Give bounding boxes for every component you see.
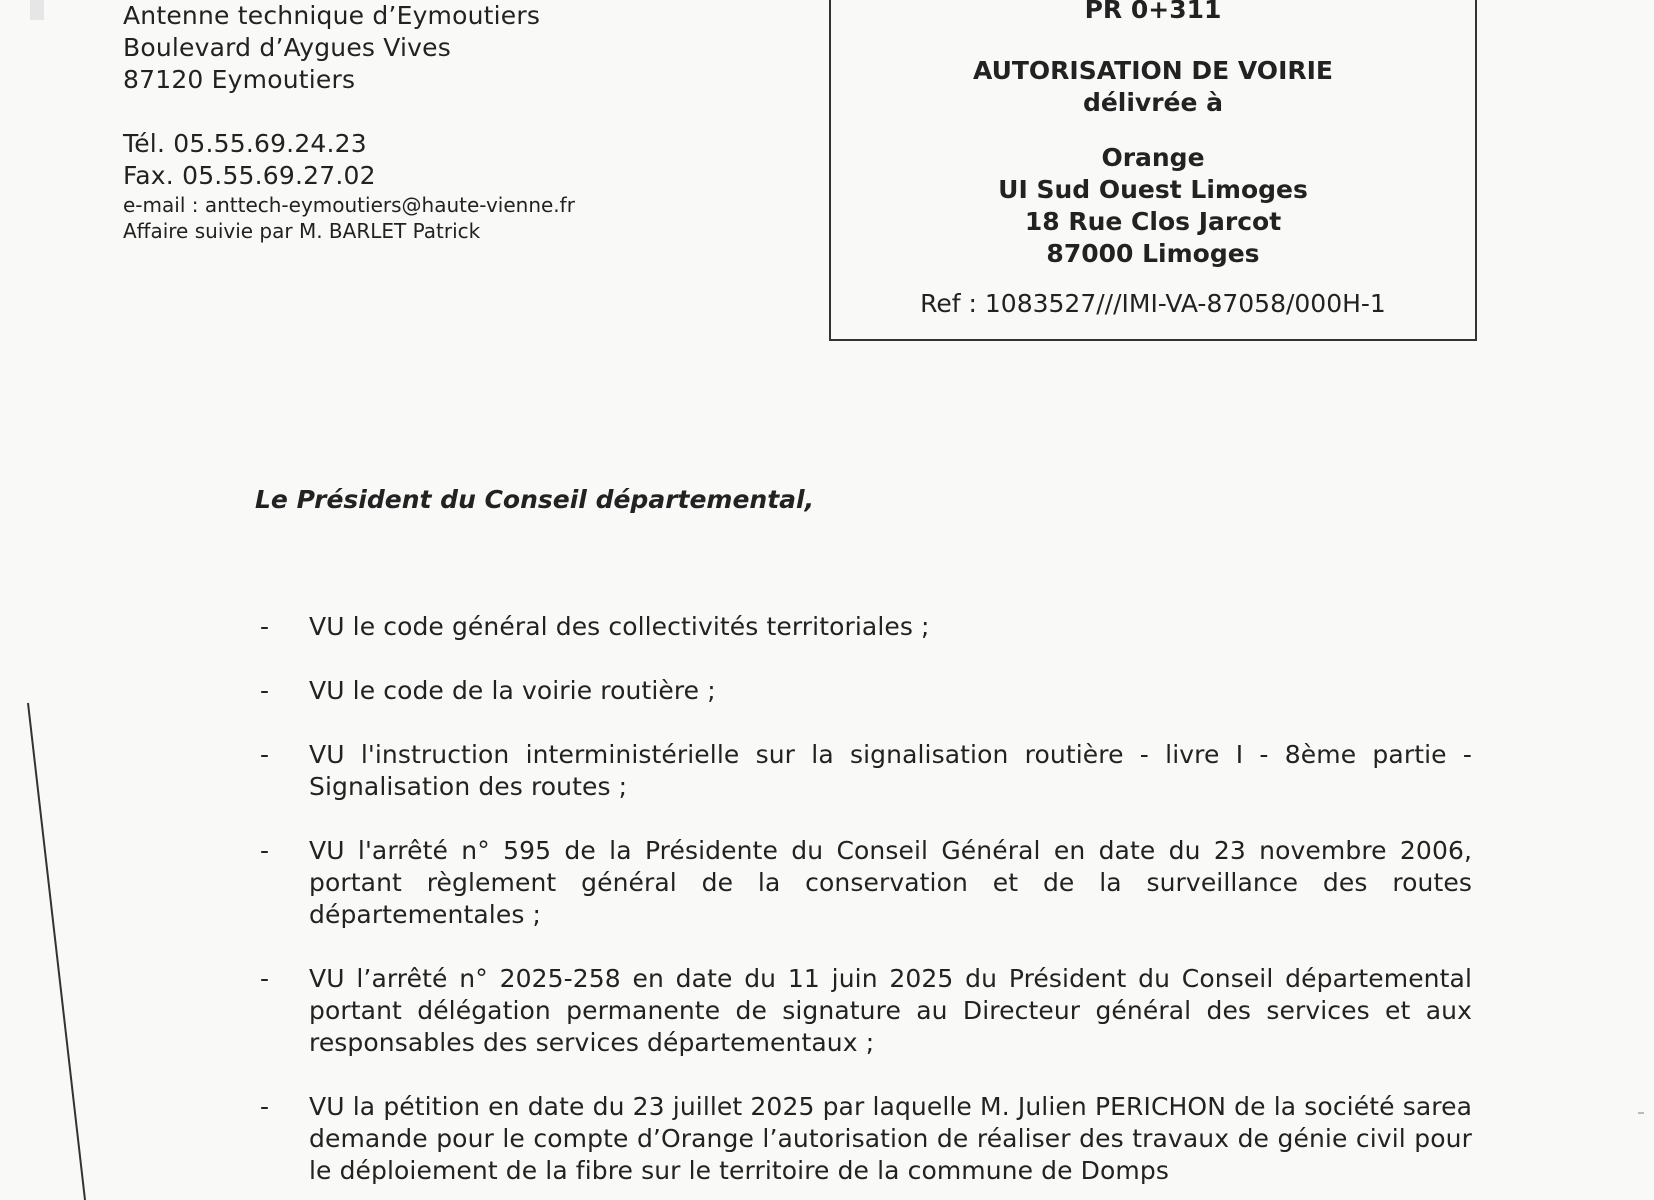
considerations-list <box>260 611 1472 1200</box>
consideration-text: VU le code de la voirie routière ; <box>309 676 716 705</box>
sender-block <box>123 0 575 244</box>
authorization-title: AUTORISATION DE VOIRIE <box>972 56 1333 85</box>
consideration-text: VU le code général des collectivités territoriales ; <box>309 612 930 641</box>
sender-follow-up: Affaire suivie par M. BARLET Patrick <box>123 219 481 243</box>
recipient-city: 87000 Limoges <box>1046 239 1260 268</box>
scan-artifact-line <box>0 0 120 1200</box>
recipient-name: Orange <box>1101 143 1205 172</box>
consideration-item <box>260 611 1472 643</box>
recipient-street: 18 Rue Clos Jarcot <box>1024 207 1282 236</box>
sender-city: 87120 Eymoutiers <box>123 65 356 94</box>
consideration-item <box>260 835 1472 931</box>
sender-phone: Tél. 05.55.69.24.23 <box>123 129 367 158</box>
list-dash: - <box>260 676 270 705</box>
list-dash: - <box>260 612 270 641</box>
consideration-text: VU l'instruction interministérielle sur la signalisation routière - livre I - 8ème partie - Signalisation des routes ; <box>309 740 1472 801</box>
president-heading: Le Président du Conseil départemental, <box>255 485 815 514</box>
recipient-box <box>829 0 1477 341</box>
list-dash: - <box>260 964 270 993</box>
sender-fax: Fax. 05.55.69.27.02 <box>123 161 376 190</box>
consideration-item <box>260 1091 1472 1187</box>
consideration-item <box>260 675 1472 707</box>
recipient-unit: UI Sud Ouest Limoges <box>998 175 1308 204</box>
sender-street: Boulevard d’Aygues Vives <box>123 33 451 62</box>
consideration-item <box>260 963 1472 1059</box>
list-dash: - <box>260 836 270 865</box>
pr-reference: PR 0+311 <box>1084 0 1222 24</box>
list-dash: - <box>260 740 270 769</box>
delivered-to-label: délivrée à <box>1082 88 1224 117</box>
consideration-text: VU l’arrêté n° 2025-258 en date du 11 juin 2025 du Président du Conseil départemental portant délégation permanente de signature au Directeur général des services et aux responsables des services départementaux ; <box>309 964 1472 1057</box>
consideration-text: VU l'arrêté n° 595 de la Présidente du Conseil Général en date du 23 novembre 2006, portant règlement général de la conservation et de la surveillance des routes départementales ; <box>309 836 1472 929</box>
sender-email: e-mail : anttech-eymoutiers@haute-vienne.fr <box>123 193 575 217</box>
list-dash: - <box>260 1092 270 1121</box>
reference-number: Ref : 1083527///IMI-VA-87058/000H-1 <box>920 289 1386 318</box>
recipient-address <box>831 142 1475 270</box>
consideration-item <box>260 739 1472 803</box>
scan-artifact-tick <box>1638 1112 1644 1114</box>
consideration-text: VU la pétition en date du 23 juillet 2025 par laquelle M. Julien PERICHON de la société sarea demande pour le compte d’Orange l’autorisation de réaliser des travaux de génie civil pour le déploiement de la fibre sur le territoire de la commune de Domps <box>309 1092 1472 1185</box>
sender-office: Antenne technique d’Eymoutiers <box>123 1 541 30</box>
